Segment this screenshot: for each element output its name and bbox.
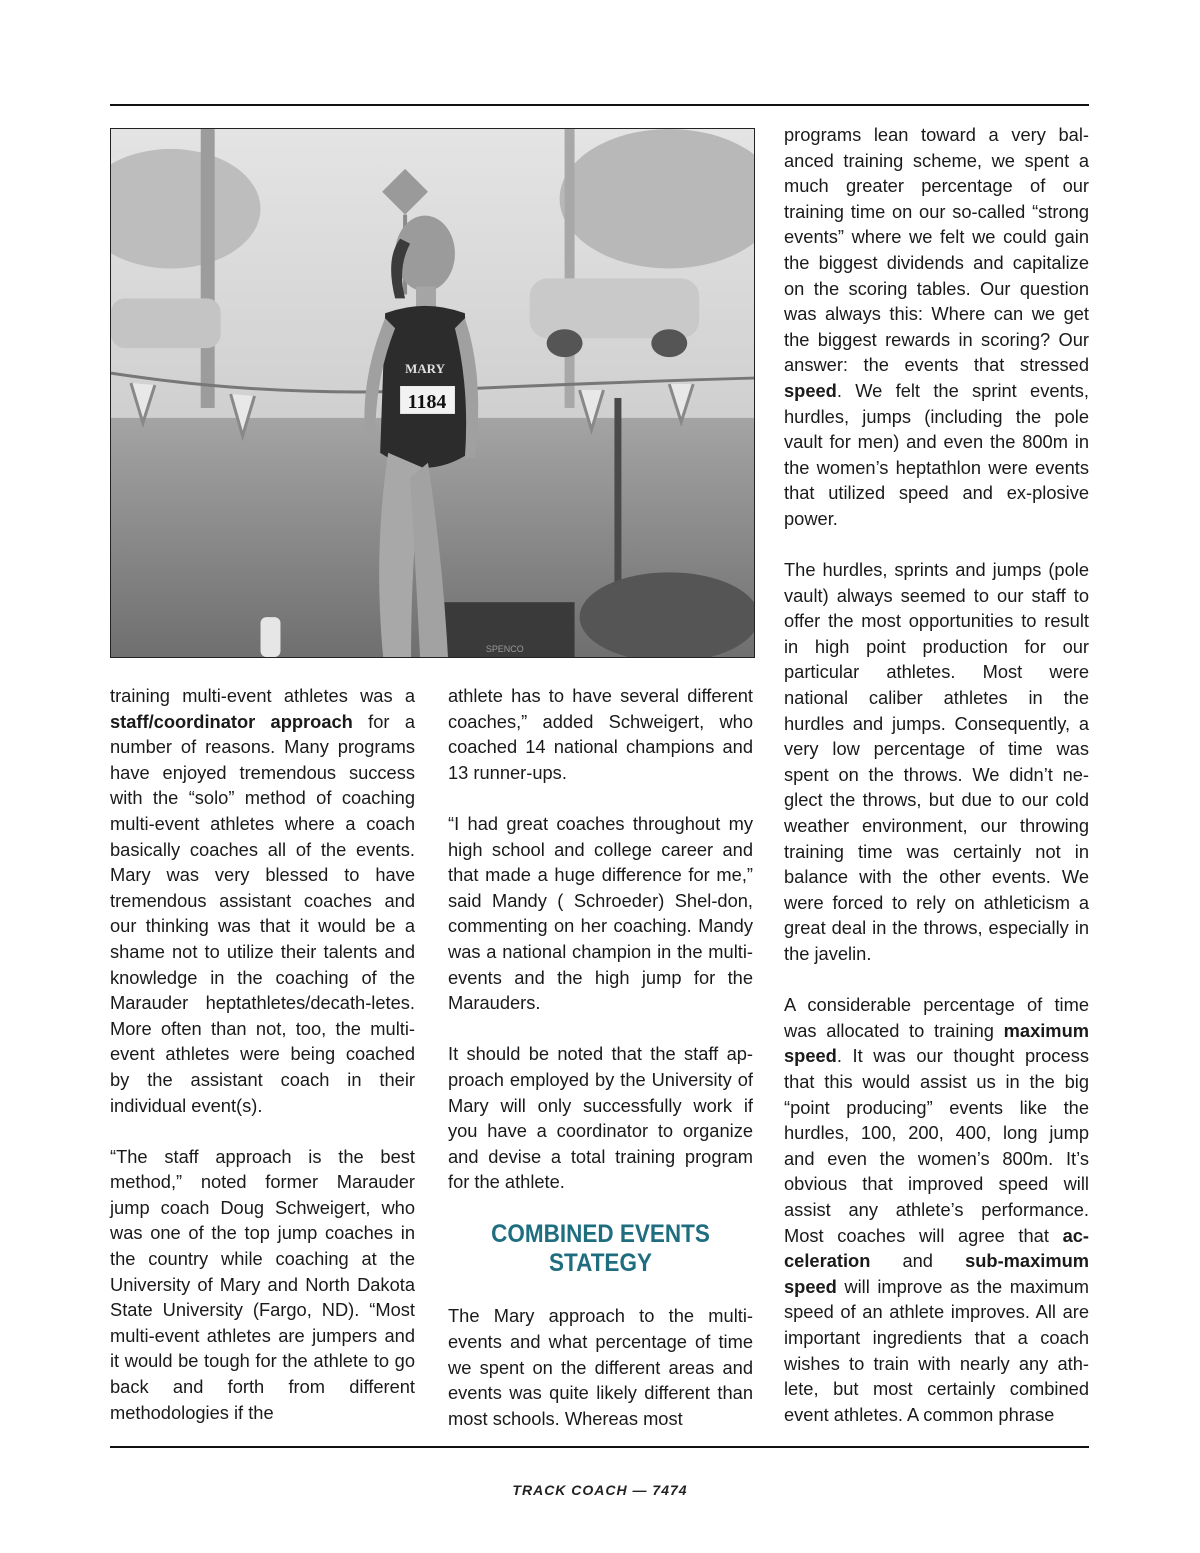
article-column-1 [110, 683, 415, 1425]
col2-paragraph-4: The Mary approach to the multi-events and what percentage of time we spent on the different areas and events was quite likely different than most schools. Whereas most [448, 1305, 753, 1429]
section-heading-line-1: COMBINED EVENTS [491, 1220, 710, 1249]
section-heading [463, 1220, 738, 1278]
section-heading-line-2: STATEGY [549, 1249, 652, 1278]
bold-term: staff/coordinator approach [110, 710, 353, 732]
bottom-rule [110, 1446, 1089, 1448]
bold-term: ac-celeration [784, 1224, 1089, 1272]
article-column-2 [448, 683, 753, 1431]
col3-paragraph-2: The hurdles, sprints and jumps (pole vault) always seemed to our staff to offer the most opportunities to result in high point production for our particular athletes. Most were national caliber athletes in the hurdles and jumps. Consequently, a very low percentage of time was spent on the throws. We didn’t ne-glect the throws, but due to our cold weather environment, our throwing training time was certainly not in balance with the other events. We were forced to rely on athleticism a great deal in the throws, especially in the javelin. [784, 559, 1089, 964]
col3-paragraph-3: A considerable percentage of time was allocated to training maximum speed. It was our thought process that this would assist us in the big “point producing” events like the hurdles, 100, 200, 400, long jump and even the women’s 800m. It’s obvious that improved speed will assist any athlete’s performance. Most coaches will agree that ac-celeration and sub-maximum speed will improve as the maximum speed of an athlete improves. All are important ingredients that a coach wishes to train with nearly any ath-lete, but most certainly combined event athletes. A common phrase [784, 994, 1089, 1425]
athlete-photo [110, 128, 755, 658]
col2-paragraph-1: athlete has to have several different coaches,” added Schweigert, who coached 14 national champions and 13 runner-ups. [448, 685, 753, 783]
svg-text:MARY: MARY [405, 361, 445, 377]
svg-text:1184: 1184 [407, 390, 447, 413]
col2-paragraph-2: “I had great coaches throughout my high school and college career and that made a huge difference for me,” said Mandy ( Schroeder) Shel-don, commenting on her coaching. Mandy was a national champion in the multi-events and the high jump for the Marauders. [448, 812, 753, 1014]
bold-term: maximum speed [784, 1019, 1089, 1067]
col1-paragraph-1: training multi-event athletes was a staff/coordinator approach for a number of reasons. Many programs have enjoyed tremendous success with the “solo” method of coaching multi-event athletes where a coach basically coaches all of the events. Mary was very blessed to have tremendous assistant coaches and our thinking was that it would be a shame not to utilize their talents and knowledge in the coaching of the Marauder heptathletes/decath-letes. More often than not, too, the multi-event athletes were being coached by the assistant coach in their individual event(s). [110, 685, 415, 1116]
bold-term: speed [784, 379, 837, 401]
page-footer: TRACK COACH — 7474 [512, 1482, 688, 1498]
article-column-3 [784, 122, 1089, 1427]
svg-text:SPENCO: SPENCO [485, 644, 524, 655]
col2-paragraph-3: It should be noted that the staff ap-proach employed by the University of Mary will only successfully work if you have a coordinator to organize and devise a total training program for the athlete. [448, 1043, 753, 1193]
col1-paragraph-2: “The staff approach is the best method,” noted former Marauder jump coach Doug Schweigert, who was one of the top jump coaches in the country while coaching at the University of Mary and North Dakota State University (Fargo, ND). “Most multi-event athletes are jumpers and it would be tough for the athlete to go back and forth from different methodologies if the [110, 1145, 415, 1423]
col3-paragraph-1: programs lean toward a very bal-anced training scheme, we spent a much greater percentage of our training time on our so-called “strong events” where we felt we could gain the biggest dividends and capitalize on the scoring tables. Our question was always this: Where can we get the biggest rewards in scoring? Our answer: the events that stressed speed. We felt the sprint events, hurdles, jumps (including the pole vault for men) and even the 800m in the women’s heptathlon were events that utilized speed and ex-plosive power. [784, 124, 1089, 529]
bold-term: sub-maximum speed [784, 1250, 1089, 1297]
top-rule [110, 104, 1089, 106]
athlete-photo-image [111, 129, 754, 657]
